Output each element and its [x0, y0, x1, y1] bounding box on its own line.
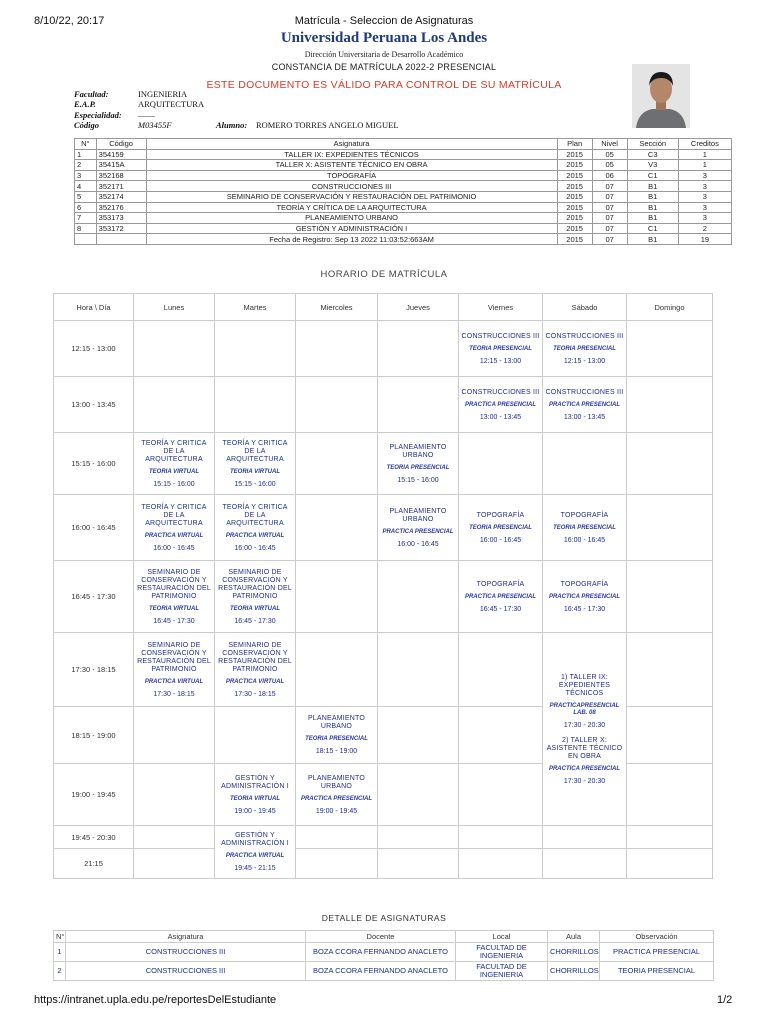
schedule-cell: [459, 764, 543, 826]
class-time: 17:30 - 20:30: [563, 721, 606, 729]
day-header: Lunes: [134, 294, 215, 321]
course-name: PLANEAMIENTO URBANO: [389, 507, 447, 523]
class-type: PRACTICA PRESENCIAL: [548, 401, 621, 408]
courses-cell: 07: [592, 223, 627, 234]
detail-cell: CONSTRUCCIONES III: [66, 943, 306, 962]
courses-header: Código: [96, 139, 146, 150]
courses-cell: 354159: [96, 149, 146, 160]
schedule-cell: [378, 377, 459, 433]
schedule-cell: [215, 377, 296, 433]
schedule-cell: [296, 707, 378, 764]
schedule-cell: [543, 433, 627, 495]
detail-cell: PRACTICA PRESENCIAL: [600, 943, 714, 962]
schedule-cell: [378, 633, 459, 707]
schedule-cell: [134, 561, 215, 633]
courses-cell: 35415A: [96, 160, 146, 171]
schedule-cell: [215, 826, 296, 879]
schedule-cell: [134, 826, 215, 849]
student-photo: [632, 64, 690, 128]
schedule-cell: [134, 633, 215, 707]
course-name: CONSTRUCCIONES III: [461, 332, 540, 340]
schedule-cell: [543, 321, 627, 377]
class-type: TEORIA VIRTUAL: [229, 468, 280, 475]
courses-cell: B1: [627, 213, 678, 224]
courses-cell: PLANEAMIENTO URBANO: [146, 213, 557, 224]
course-name: SEMINARIO DE CONSERVACIÓN Y RESTAURACIÓN DEL PATRIMONIO: [218, 641, 292, 673]
detail-cell: 2: [54, 962, 66, 981]
course-name: GESTIÓN Y ADMINISTRACIÓN I: [221, 832, 289, 847]
class-time: 16:00 - 16:45: [234, 544, 276, 552]
class-type: TEORIA VIRTUAL: [229, 795, 280, 802]
detail-header: N°: [54, 931, 66, 943]
class-type: TEORIA VIRTUAL: [229, 605, 280, 612]
schedule-row: [54, 377, 713, 433]
courses-cell: TALLER IX: EXPEDIENTES TÉCNICOS: [146, 149, 557, 160]
codigo-label: Código: [74, 120, 100, 130]
schedule-cell: [543, 377, 627, 433]
courses-cell: 2: [678, 223, 731, 234]
courses-cell: 05: [592, 149, 627, 160]
class-type: PRACTICAPRESENCIAL LAB. 08: [549, 702, 620, 716]
courses-cell: 2015: [557, 213, 592, 224]
schedule-cell: [627, 377, 713, 433]
courses-cell: 2015: [557, 223, 592, 234]
class-time: 16:45 - 17:30: [234, 617, 276, 625]
schedule-cell: [215, 561, 296, 633]
schedule-row: [54, 433, 713, 495]
print-title: Matrícula - Seleccion de Asignaturas: [294, 15, 474, 27]
schedule-cell: [378, 764, 459, 826]
eap-label: E.A.P.: [74, 99, 96, 109]
schedule-cell: [627, 707, 713, 764]
table-row: [75, 213, 732, 224]
facultad-label: Facultad:: [74, 89, 109, 99]
course-name: 1) TALLER IX: EXPEDIENTES TÉCNICOS: [558, 673, 611, 697]
schedule-cell: [543, 849, 627, 879]
schedule-cell: [459, 377, 543, 433]
schedule-cell: [215, 495, 296, 561]
class-time: 16:45 - 17:30: [153, 617, 195, 625]
codigo-value: M03455F: [138, 120, 172, 130]
course-name: TOPOGRAFÍA: [476, 511, 525, 519]
course-name: PLANEAMIENTO URBANO: [307, 774, 366, 790]
hour-cell: 18:15 - 19:00: [54, 707, 134, 764]
hour-cell: 19:00 - 19:45: [54, 764, 134, 826]
schedule-cell: [215, 321, 296, 377]
schedule-cell: [134, 495, 215, 561]
course-name: TEORÍA Y CRITICA DE LA ARQUITECTURA: [141, 503, 207, 527]
detail-cell: CHORRILLOS: [548, 943, 600, 962]
schedule-cell: [378, 826, 459, 849]
courses-cell: TALLER X: ASISTENTE TÉCNICO EN OBRA: [146, 160, 557, 171]
class-type: TEORIA PRESENCIAL: [553, 345, 616, 352]
detail-cell: FACULTAD DE INGENIERIA: [456, 943, 548, 962]
courses-cell: C3: [627, 149, 678, 160]
class-time: 13:00 - 13:45: [479, 413, 522, 421]
schedule-cell: [215, 764, 296, 826]
courses-cell: 3: [678, 191, 731, 202]
courses-cell: TEORÍA Y CRÍTICA DE LA ARQUITECTURA: [146, 202, 557, 213]
class-type: PRACTICA PRESENCIAL: [548, 593, 621, 600]
schedule-cell: [134, 849, 215, 879]
schedule-cell: [134, 433, 215, 495]
detail-cell: 1: [54, 943, 66, 962]
schedule-cell: [296, 561, 378, 633]
schedule-table: [53, 293, 713, 879]
print-url: https://intranet.upla.edu.pe/reportesDelEstudiante: [34, 994, 277, 1006]
class-time: 19:00 - 19:45: [315, 807, 358, 815]
schedule-cell: [296, 433, 378, 495]
courses-table: [74, 138, 732, 245]
schedule-cell: [296, 495, 378, 561]
course-name: 2) TALLER X: ASISTENTE TÉCNICO EN OBRA: [546, 736, 623, 760]
detail-header: Observación: [600, 931, 714, 943]
schedule-cell: [378, 433, 459, 495]
especialidad-label: Especialidad:: [74, 110, 122, 120]
table-row: [75, 223, 732, 234]
alumno-label: Alumno:: [216, 120, 248, 130]
detail-header: Asignatura: [66, 931, 306, 943]
course-name: SEMINARIO DE CONSERVACIÓN Y RESTAURACIÓN DEL PATRIMONIO: [137, 641, 211, 673]
schedule-cell: [459, 321, 543, 377]
schedule-cell: [459, 633, 543, 707]
schedule-cell: [296, 764, 378, 826]
courses-cell: 05: [592, 160, 627, 171]
courses-cell: 353172: [96, 223, 146, 234]
courses-cell: 1: [678, 149, 731, 160]
courses-cell: 1: [75, 149, 97, 160]
courses-footer-cell: Fecha de Registro: Sep 13 2022 11:03:52:663AM: [146, 234, 557, 245]
courses-cell: 06: [592, 170, 627, 181]
courses-cell: 352171: [96, 181, 146, 192]
courses-header: Nivel: [592, 139, 627, 150]
eap-value: ARQUITECTURA: [138, 99, 205, 109]
courses-cell: B1: [627, 181, 678, 192]
class-time: 12:15 - 13:00: [563, 357, 606, 365]
class-time: 19:00 - 19:45: [234, 807, 276, 815]
courses-cell: 07: [592, 181, 627, 192]
class-type: PRACTICA VIRTUAL: [225, 853, 285, 859]
courses-footer-cell: 19: [678, 234, 731, 245]
courses-cell: C1: [627, 223, 678, 234]
valid-notice: ESTE DOCUMENTO ES VÁLIDO PARA CONTROL DE SU MATRÍCULA: [206, 79, 562, 91]
courses-cell: 5: [75, 191, 97, 202]
course-name: CONSTRUCCIONES III: [545, 388, 624, 396]
courses-cell: 6: [75, 202, 97, 213]
table-row: [75, 191, 732, 202]
schedule-cell: [459, 561, 543, 633]
alumno-value: ROMERO TORRES ANGELO MIGUEL: [256, 120, 399, 130]
schedule-cell: [627, 764, 713, 826]
schedule-row: [54, 849, 713, 879]
courses-cell: GESTIÓN Y ADMINISTRACIÓN I: [146, 223, 557, 234]
class-time: 19:45 - 21:15: [234, 865, 276, 872]
schedule-row: [54, 495, 713, 561]
class-type: PRACTICA PRESENCIAL: [464, 401, 537, 408]
courses-cell: [75, 234, 97, 245]
courses-cell: 07: [592, 202, 627, 213]
courses-cell: B1: [627, 191, 678, 202]
class-time: 15:15 - 16:00: [153, 480, 195, 488]
schedule-cell: [543, 495, 627, 561]
course-name: SEMINARIO DE CONSERVACIÓN Y RESTAURACIÓN DEL PATRIMONIO: [218, 568, 292, 600]
courses-cell: V3: [627, 160, 678, 171]
hour-cell: 16:45 - 17:30: [54, 561, 134, 633]
schedule-cell: [459, 826, 543, 849]
schedule-cell: [627, 633, 713, 707]
schedule-cell: [378, 495, 459, 561]
class-type: PRACTICA VIRTUAL: [225, 532, 285, 539]
schedule-cell: [543, 561, 627, 633]
detail-cell: BOZA CCORA FERNANDO ANACLETO: [306, 943, 456, 962]
hour-cell: 13:00 - 13:45: [54, 377, 134, 433]
class-type: TEORIA PRESENCIAL: [553, 524, 616, 531]
detail-cell: BOZA CCORA FERNANDO ANACLETO: [306, 962, 456, 981]
schedule-cell: [296, 377, 378, 433]
courses-cell: 07: [592, 191, 627, 202]
schedule-row: [54, 561, 713, 633]
courses-cell: 2015: [557, 149, 592, 160]
courses-cell: 2015: [557, 181, 592, 192]
detail-title: DETALLE DE ASIGNATURAS: [321, 913, 447, 923]
university-name: Universidad Peruana Los Andes: [280, 30, 488, 46]
schedule-cell: [296, 321, 378, 377]
detail-cell: CONSTRUCCIONES III: [66, 962, 306, 981]
schedule-cell: [215, 707, 296, 764]
courses-cell: 352168: [96, 170, 146, 181]
schedule-cell: [627, 849, 713, 879]
class-time: 16:45 - 17:30: [563, 605, 606, 613]
schedule-cell: [134, 377, 215, 433]
schedule-cell: [627, 433, 713, 495]
class-type: TEORIA VIRTUAL: [148, 605, 199, 612]
schedule-cell: [543, 826, 627, 849]
course-name: PLANEAMIENTO URBANO: [389, 443, 447, 459]
schedule-row: [54, 321, 713, 377]
schedule-cell: [215, 633, 296, 707]
class-time: 16:00 - 16:45: [397, 540, 439, 548]
course-name: CONSTRUCCIONES III: [545, 332, 624, 340]
schedule-row: [54, 633, 713, 707]
schedule-cell: [627, 495, 713, 561]
courses-cell: B1: [627, 202, 678, 213]
day-header: Hora \ Día: [54, 294, 134, 321]
table-row: [75, 202, 732, 213]
direction-name: Dirección Universitaria de Desarrollo Académico: [304, 50, 464, 59]
class-time: 16:45 - 17:30: [479, 605, 522, 613]
detail-header: Aula: [548, 931, 600, 943]
schedule-cell: [627, 561, 713, 633]
courses-cell: 352174: [96, 191, 146, 202]
class-time: 17:30 - 18:15: [234, 690, 276, 698]
schedule-cell: [627, 826, 713, 849]
class-time: 17:30 - 20:30: [563, 777, 606, 785]
day-header: Sábado: [543, 294, 627, 321]
course-name: TEORÍA Y CRITICA DE LA ARQUITECTURA: [141, 439, 207, 463]
courses-footer-cell: 2015: [557, 234, 592, 245]
schedule-cell: [459, 433, 543, 495]
courses-cell: 3: [678, 213, 731, 224]
schedule-cell: [459, 707, 543, 764]
table-row: [75, 181, 732, 192]
class-time: 15:15 - 16:00: [397, 476, 439, 484]
schedule-cell: [627, 321, 713, 377]
course-name: TOPOGRAFÍA: [560, 580, 609, 588]
schedule-cell: [378, 321, 459, 377]
schedule-cell: [543, 633, 627, 826]
hour-cell: 19:45 - 20:30: [54, 826, 134, 849]
schedule-cell: [378, 707, 459, 764]
courses-footer-row: [75, 234, 732, 245]
print-page: 1/2: [717, 994, 733, 1006]
class-time: 16:00 - 16:45: [479, 536, 522, 544]
table-row: [75, 149, 732, 160]
schedule-cell: [134, 321, 215, 377]
courses-cell: 1: [678, 160, 731, 171]
hour-cell: 16:00 - 16:45: [54, 495, 134, 561]
day-header: Miercoles: [296, 294, 378, 321]
class-time: 12:15 - 13:00: [479, 357, 522, 365]
courses-cell: 7: [75, 213, 97, 224]
courses-cell: [96, 234, 146, 245]
detail-table: [53, 930, 714, 981]
course-name: PLANEAMIENTO URBANO: [307, 715, 366, 730]
courses-header: Plan: [557, 139, 592, 150]
print-datetime: 8/10/22, 20:17: [34, 15, 105, 27]
courses-cell: 4: [75, 181, 97, 192]
constancia-title: CONSTANCIA DE MATRÍCULA 2022-2 PRESENCIAL: [271, 62, 497, 72]
courses-cell: 07: [592, 213, 627, 224]
schedule-cell: [215, 433, 296, 495]
table-row: [54, 943, 714, 962]
class-time: 13:00 - 13:45: [563, 413, 606, 421]
courses-cell: 353173: [96, 213, 146, 224]
class-type: PRACTICA PRESENCIAL: [300, 795, 373, 802]
courses-cell: 3: [678, 170, 731, 181]
table-row: [75, 160, 732, 171]
course-name: CONSTRUCCIONES III: [461, 388, 540, 396]
course-name: TOPOGRAFÍA: [476, 580, 525, 588]
schedule-cell: [296, 849, 378, 879]
courses-cell: C1: [627, 170, 678, 181]
courses-header: Sección: [627, 139, 678, 150]
courses-cell: 3: [678, 202, 731, 213]
courses-cell: 2015: [557, 160, 592, 171]
facultad-value: INGENIERIA: [138, 89, 188, 99]
courses-cell: SEMINARIO DE CONSERVACIÓN Y RESTAURACIÓN DEL PATRIMONIO: [146, 191, 557, 202]
class-time: 15:15 - 16:00: [234, 480, 276, 488]
detail-header: Local: [456, 931, 548, 943]
courses-cell: 3: [678, 181, 731, 192]
course-name: TEORÍA Y CRITICA DE LA ARQUITECTURA: [222, 439, 288, 463]
hour-cell: 12:15 - 13:00: [54, 321, 134, 377]
courses-cell: 3: [75, 170, 97, 181]
detail-cell: CHORRILLOS: [548, 962, 600, 981]
schedule-cell: [459, 495, 543, 561]
class-type: PRACTICA PRESENCIAL: [548, 765, 621, 772]
hour-cell: 21:15: [54, 849, 134, 879]
course-name: TEORÍA Y CRITICA DE LA ARQUITECTURA: [222, 503, 288, 527]
class-type: TEORIA PRESENCIAL: [469, 345, 532, 352]
day-header: Viernes: [459, 294, 543, 321]
schedule-cell: [378, 561, 459, 633]
hour-cell: 17:30 - 18:15: [54, 633, 134, 707]
class-type: TEORIA VIRTUAL: [148, 468, 199, 475]
courses-cell: 2015: [557, 202, 592, 213]
schedule-cell: [296, 633, 378, 707]
hour-cell: 15:15 - 16:00: [54, 433, 134, 495]
courses-cell: CONSTRUCCIONES III: [146, 181, 557, 192]
class-type: TEORIA PRESENCIAL: [469, 524, 532, 531]
class-time: 18:15 - 19:00: [315, 748, 358, 755]
schedule-cell: [134, 707, 215, 764]
schedule-cell: [296, 826, 378, 849]
detail-header: Docente: [306, 931, 456, 943]
class-time: 17:30 - 18:15: [153, 690, 195, 698]
courses-header: N°: [75, 139, 97, 150]
class-type: PRACTICA PRESENCIAL: [382, 528, 454, 535]
class-type: PRACTICA VIRTUAL: [225, 678, 285, 685]
class-type: PRACTICA VIRTUAL: [144, 532, 204, 539]
courses-footer-cell: 07: [592, 234, 627, 245]
schedule-row: [54, 826, 713, 849]
courses-cell: TOPOGRAFÍA: [146, 170, 557, 181]
class-type: PRACTICA VIRTUAL: [144, 678, 204, 685]
schedule-cell: [134, 764, 215, 826]
course-name: SEMINARIO DE CONSERVACIÓN Y RESTAURACIÓN DEL PATRIMONIO: [137, 568, 211, 600]
table-row: [75, 170, 732, 181]
day-header: Jueves: [378, 294, 459, 321]
courses-header: Asignatura: [146, 139, 557, 150]
schedule-title: HORARIO DE MATRÍCULA: [320, 269, 448, 280]
courses-footer-cell: B1: [627, 234, 678, 245]
schedule-cell: [378, 849, 459, 879]
especialidad-value: ——: [138, 110, 155, 120]
class-type: PRACTICA PRESENCIAL: [464, 593, 537, 600]
class-time: 16:00 - 16:45: [563, 536, 606, 544]
course-name: TOPOGRAFÍA: [560, 511, 609, 519]
schedule-cell: [459, 849, 543, 879]
table-row: [54, 962, 714, 981]
detail-cell: TEORIA PRESENCIAL: [600, 962, 714, 981]
class-time: 16:00 - 16:45: [153, 544, 195, 552]
courses-cell: 2: [75, 160, 97, 171]
courses-cell: 2015: [557, 191, 592, 202]
course-name: GESTIÓN Y ADMINISTRACIÓN I: [221, 774, 289, 790]
courses-cell: 2015: [557, 170, 592, 181]
courses-cell: 8: [75, 223, 97, 234]
courses-cell: 352176: [96, 202, 146, 213]
detail-cell: FACULTAD DE INGENIERIA: [456, 962, 548, 981]
class-type: TEORIA PRESENCIAL: [386, 464, 450, 471]
class-type: TEORIA PRESENCIAL: [305, 736, 368, 742]
day-header: Martes: [215, 294, 296, 321]
day-header: Domingo: [627, 294, 713, 321]
courses-header: Creditos: [678, 139, 731, 150]
